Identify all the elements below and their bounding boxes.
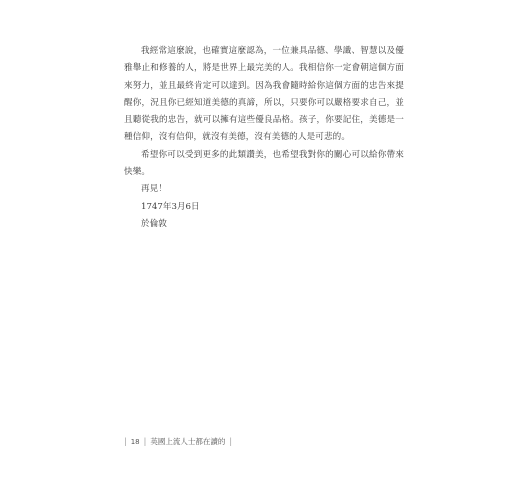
closing-location: 於倫敦 (141, 218, 167, 229)
footer-divider-right: | (229, 437, 233, 446)
page-number: 18 (130, 437, 140, 446)
footer-divider-middle: | (143, 437, 147, 446)
book-title: 英國上流人士都在讀的 (150, 437, 226, 446)
page-footer (124, 436, 232, 447)
footer-divider-left: | (124, 437, 127, 446)
closing-date: 1747年3月6日 (141, 201, 200, 212)
page-text (124, 43, 404, 233)
paragraph-1: 我經常這麼說，也確實這麼認為，一位兼具品德、學識、智慧以及優雅舉止和修養的人，將是世界上最完美的人。我相信你一定會朝這個方面來努力，並且最終肯定可以達到。因為我會隨時給你這個方面的忠告來提醒你，況且你已經知道美德的真諦，所以，只要你可以嚴格要求自己，並且聽從我的忠告，就可以擁有這些優良品格。孩子，你要記住，美德是一種信仰，沒有信仰，就沒有美德，沒有美德的人是可悲的。 (124, 46, 404, 143)
paragraph-2: 希望你可以受到更多的此類讚美，也希望我對你的關心可以給你帶來快樂。 (124, 149, 404, 178)
closing-farewell: 再見！ (141, 184, 167, 195)
